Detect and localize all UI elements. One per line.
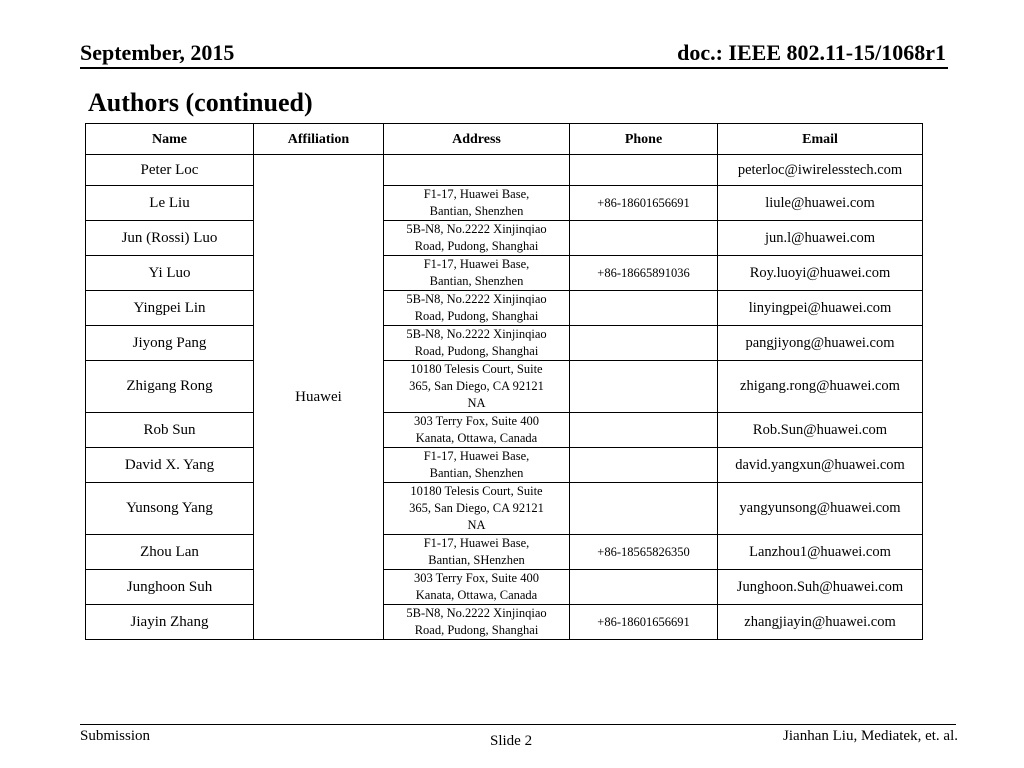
column-header-email: Email xyxy=(718,124,923,155)
address-line: Road, Pudong, Shanghai xyxy=(414,344,539,358)
author-address xyxy=(384,413,570,448)
address-line: NA xyxy=(467,518,486,532)
author-address xyxy=(384,326,570,361)
address-line: F1-17, Huawei Base, xyxy=(423,257,530,271)
header-divider xyxy=(80,67,948,69)
address-line: 10180 Telesis Court, Suite xyxy=(410,362,543,376)
column-header-affiliation: Affiliation xyxy=(254,124,384,155)
author-address xyxy=(384,483,570,535)
author-address xyxy=(384,361,570,413)
author-name: Zhou Lan xyxy=(86,535,254,570)
author-phone xyxy=(570,361,718,413)
table-row xyxy=(86,413,923,448)
author-phone xyxy=(570,291,718,326)
author-email: pangjiyong@huawei.com xyxy=(718,326,923,361)
author-email: Roy.luoyi@huawei.com xyxy=(718,256,923,291)
author-name: Peter Loc xyxy=(86,155,254,186)
author-address xyxy=(384,605,570,640)
author-name: Yunsong Yang xyxy=(86,483,254,535)
author-address xyxy=(384,535,570,570)
footer-divider xyxy=(80,724,956,725)
table-header-row xyxy=(86,124,923,155)
address-line: Kanata, Ottawa, Canada xyxy=(415,431,538,445)
address-line: Bantian, SHenzhen xyxy=(428,553,525,567)
table-row xyxy=(86,256,923,291)
author-email: zhangjiayin@huawei.com xyxy=(718,605,923,640)
author-phone: +86-18565826350 xyxy=(570,535,718,570)
address-line: 303 Terry Fox, Suite 400 xyxy=(414,414,539,428)
address-line: Road, Pudong, Shanghai xyxy=(414,239,539,253)
author-email: peterloc@iwirelesstech.com xyxy=(718,155,923,186)
author-name: Yingpei Lin xyxy=(86,291,254,326)
table-row xyxy=(86,186,923,221)
table-row xyxy=(86,535,923,570)
header-date: September, 2015 xyxy=(80,40,235,65)
author-email: Rob.Sun@huawei.com xyxy=(718,413,923,448)
author-name: Jiayin Zhang xyxy=(86,605,254,640)
address-line: Bantian, Shenzhen xyxy=(429,466,524,480)
author-address xyxy=(384,570,570,605)
footer-submission: Submission xyxy=(80,728,151,744)
author-name: Jun (Rossi) Luo xyxy=(86,221,254,256)
author-email: Lanzhou1@huawei.com xyxy=(718,535,923,570)
author-email: jun.l@huawei.com xyxy=(718,221,923,256)
author-name: Jiyong Pang xyxy=(86,326,254,361)
address-line: 365, San Diego, CA 92121 xyxy=(409,501,544,515)
author-phone xyxy=(570,413,718,448)
author-phone xyxy=(570,570,718,605)
address-line: F1-17, Huawei Base, xyxy=(423,536,530,550)
table-row xyxy=(86,291,923,326)
address-line: Kanata, Ottawa, Canada xyxy=(415,588,538,602)
author-email: linyingpei@huawei.com xyxy=(718,291,923,326)
address-line: Road, Pudong, Shanghai xyxy=(414,623,539,637)
address-line: F1-17, Huawei Base, xyxy=(423,449,530,463)
author-name: David X. Yang xyxy=(86,448,254,483)
author-name: Rob Sun xyxy=(86,413,254,448)
author-name: Zhigang Rong xyxy=(86,361,254,413)
column-header-name: Name xyxy=(86,124,254,155)
slide-title: Authors (continued) xyxy=(88,88,313,117)
address-line: 303 Terry Fox, Suite 400 xyxy=(414,571,539,585)
author-phone: +86-18665891036 xyxy=(570,256,718,291)
table-row xyxy=(86,326,923,361)
author-affiliation: Huawei xyxy=(254,155,384,640)
author-phone xyxy=(570,155,718,186)
table-row xyxy=(86,605,923,640)
author-address xyxy=(384,291,570,326)
column-header-phone: Phone xyxy=(570,124,718,155)
footer-authors: Jianhan Liu, Mediatek, et. al. xyxy=(783,728,958,744)
address-line: Bantian, Shenzhen xyxy=(429,204,524,218)
author-address xyxy=(384,186,570,221)
author-phone xyxy=(570,326,718,361)
address-line: 10180 Telesis Court, Suite xyxy=(410,484,543,498)
author-email: david.yangxun@huawei.com xyxy=(718,448,923,483)
author-email: zhigang.rong@huawei.com xyxy=(718,361,923,413)
address-line: Road, Pudong, Shanghai xyxy=(414,309,539,323)
column-header-address: Address xyxy=(384,124,570,155)
table-row xyxy=(86,570,923,605)
author-phone xyxy=(570,448,718,483)
table-row xyxy=(86,361,923,413)
author-name: Le Liu xyxy=(86,186,254,221)
author-phone: +86-18601656691 xyxy=(570,605,718,640)
table-row xyxy=(86,483,923,535)
table-row xyxy=(86,221,923,256)
address-line: 365, San Diego, CA 92121 xyxy=(409,379,544,393)
address-line: F1-17, Huawei Base, xyxy=(423,187,530,201)
table-row xyxy=(86,155,923,186)
footer-slide-number: Slide 2 xyxy=(490,733,533,749)
authors-table xyxy=(85,123,923,640)
author-phone xyxy=(570,483,718,535)
author-address xyxy=(384,256,570,291)
address-line: 5B-N8, No.2222 Xinjinqiao xyxy=(406,292,547,306)
address-line: Bantian, Shenzhen xyxy=(429,274,524,288)
address-line: 5B-N8, No.2222 Xinjinqiao xyxy=(406,327,547,341)
author-name: Junghoon Suh xyxy=(86,570,254,605)
author-address xyxy=(384,221,570,256)
author-phone: +86-18601656691 xyxy=(570,186,718,221)
address-line: NA xyxy=(467,396,486,410)
table-row xyxy=(86,448,923,483)
author-address xyxy=(384,155,570,186)
address-line: 5B-N8, No.2222 Xinjinqiao xyxy=(406,606,547,620)
author-phone xyxy=(570,221,718,256)
author-email: liule@huawei.com xyxy=(718,186,923,221)
author-email: yangyunsong@huawei.com xyxy=(718,483,923,535)
header-doc-id: doc.: IEEE 802.11-15/1068r1 xyxy=(677,40,946,65)
author-address xyxy=(384,448,570,483)
author-name: Yi Luo xyxy=(86,256,254,291)
author-email: Junghoon.Suh@huawei.com xyxy=(718,570,923,605)
address-line: 5B-N8, No.2222 Xinjinqiao xyxy=(406,222,547,236)
